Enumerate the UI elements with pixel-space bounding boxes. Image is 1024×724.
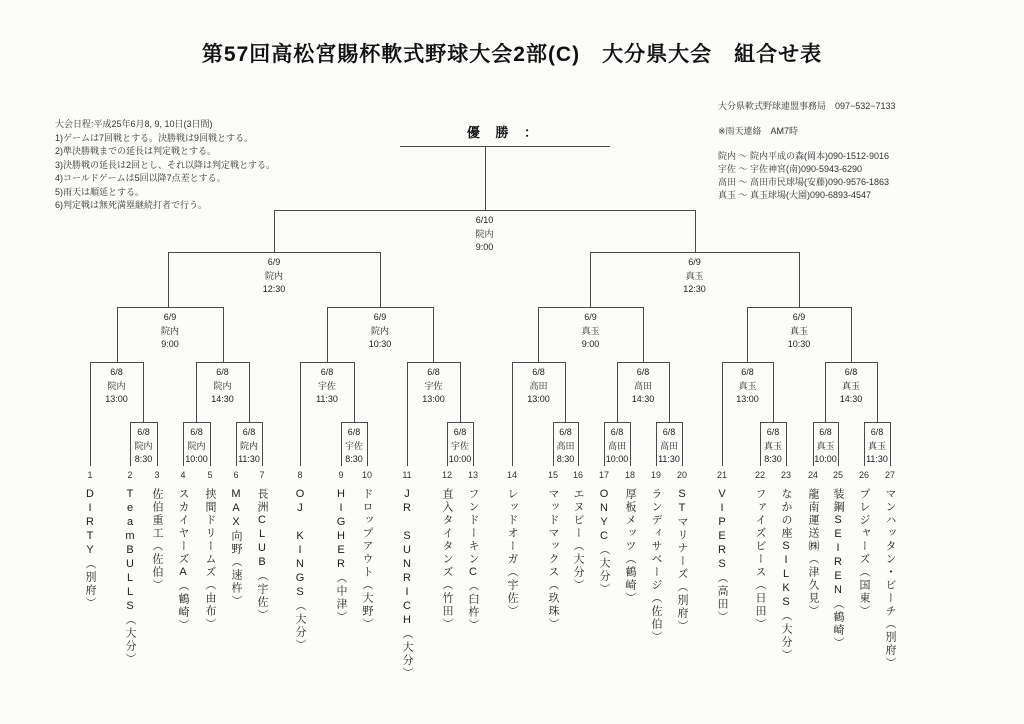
match-venue: 高田 xyxy=(607,440,626,451)
match-time: 13:00 xyxy=(422,394,445,404)
bracket-hline-r2h xyxy=(825,362,877,363)
match-time: 10:30 xyxy=(787,339,811,349)
contact-info xyxy=(718,100,1018,202)
match-time: 13:00 xyxy=(105,394,128,404)
rules-note-line: 6)判定戦は無死満塁継続打者で行う。 xyxy=(55,200,208,210)
team-name: ONYC（大分） xyxy=(598,488,610,596)
team-name: OJ KINGS（大分） xyxy=(294,488,306,652)
bracket-hline-r1a xyxy=(130,422,157,423)
match-venue: 真玉 xyxy=(685,270,704,281)
team-name: スカイヤーズA（鶴崎） xyxy=(177,488,189,632)
match-label-r2a xyxy=(85,366,149,407)
match-date: 6/8 xyxy=(559,427,572,437)
match-time: 11:30 xyxy=(658,454,680,464)
bracket-vline xyxy=(538,307,539,362)
team-number: 1 xyxy=(87,470,93,480)
match-venue: 院内 xyxy=(264,270,283,281)
match-date: 6/9 xyxy=(267,257,281,267)
match-venue: 院内 xyxy=(475,228,494,239)
match-time: 11:30 xyxy=(316,394,338,404)
match-venue: 高田 xyxy=(556,440,575,451)
team-number: 8 xyxy=(297,470,303,480)
bracket-vline xyxy=(380,252,381,307)
team-number: 27 xyxy=(884,470,895,480)
team-name: フンドーキンC（臼杵） xyxy=(467,488,479,632)
match-time: 11:30 xyxy=(866,454,888,464)
team-number: 22 xyxy=(754,470,765,480)
bracket-vline xyxy=(590,252,591,307)
rules-note-line: 5)雨天は順延とする。 xyxy=(55,186,145,197)
team-number: 16 xyxy=(572,470,583,480)
match-venue: 院内 xyxy=(187,440,206,451)
match-date: 6/9 xyxy=(792,312,806,322)
team-number: 26 xyxy=(858,470,869,480)
match-time: 13:00 xyxy=(527,394,550,404)
rules-note-line: 3)決勝戦の延長は2回とし、それ以降は判定戦とする。 xyxy=(55,159,276,170)
bracket-vline xyxy=(117,307,118,362)
team-name: 厚板メッツ（鶴崎） xyxy=(624,488,636,605)
champion-label: 優 勝 ： xyxy=(466,125,544,140)
team-name: 長洲CLUB（宇佐） xyxy=(256,488,268,622)
match-venue: 宇佐 xyxy=(450,440,469,451)
match-venue: 真玉 xyxy=(789,325,808,336)
team-name: ファイズビース（日田） xyxy=(754,488,766,631)
team-name: ランディサベージ（佐伯） xyxy=(650,488,662,644)
match-label-r1c xyxy=(217,426,281,467)
match-date: 6/8 xyxy=(532,367,545,377)
match-venue: 宇佐 xyxy=(424,380,443,391)
match-date: 6/8 xyxy=(190,427,203,437)
rules-note-line: 4)コールドゲームは5回以降7点差とする。 xyxy=(55,173,226,183)
match-label-r2g xyxy=(716,366,780,407)
match-label-sf1 xyxy=(242,256,306,297)
match-date: 6/9 xyxy=(584,312,597,322)
bracket-hline-r1d xyxy=(341,422,367,423)
match-time: 10:00 xyxy=(605,454,629,464)
match-date: 6/8 xyxy=(662,427,676,437)
match-date: 6/8 xyxy=(216,367,229,377)
bracket-hline-r1j xyxy=(813,422,838,423)
match-date: 6/8 xyxy=(844,367,858,377)
team-name: 直入タイタンズ（竹田） xyxy=(441,488,453,631)
match-label-r1d xyxy=(322,426,386,467)
match-label-r2c xyxy=(295,366,359,407)
bracket-vline xyxy=(695,210,696,252)
team-number: 14 xyxy=(506,470,517,480)
match-venue: 宇佐 xyxy=(344,440,363,451)
team-number: 17 xyxy=(598,470,609,480)
match-time: 10:30 xyxy=(368,339,392,349)
match-venue: 真玉 xyxy=(841,380,860,391)
bracket-hline-r1i xyxy=(760,422,786,423)
bracket-hline-r1h xyxy=(656,422,682,423)
bracket-hline-r2g xyxy=(722,362,773,363)
match-date: 6/8 xyxy=(819,427,832,437)
match-time: 9:00 xyxy=(581,339,600,349)
team-number: 3 xyxy=(154,470,160,480)
team-number: 6 xyxy=(233,470,239,480)
match-label-final xyxy=(453,214,517,255)
rules-note-line: 大会日程:平成25年6月8, 9, 10日(3日間) xyxy=(55,119,213,129)
match-date: 6/8 xyxy=(320,367,334,377)
team-number: 5 xyxy=(207,470,213,480)
bracket-vline xyxy=(274,210,275,252)
team-number: 21 xyxy=(716,470,727,480)
match-date: 6/8 xyxy=(137,427,150,437)
match-label-r2h xyxy=(819,366,883,407)
team-name: レッドオーガ（宇佐） xyxy=(506,488,518,618)
team-number: 18 xyxy=(624,470,635,480)
team-number: 24 xyxy=(807,470,818,480)
match-venue: 院内 xyxy=(160,325,179,336)
team-number: 11 xyxy=(402,470,412,480)
match-venue: 高田 xyxy=(529,380,548,391)
match-date: 6/8 xyxy=(242,427,256,437)
rules-notes xyxy=(55,118,385,213)
match-date: 6/8 xyxy=(110,367,123,377)
bracket-hline-r1f xyxy=(553,422,578,423)
page-title: 第57回高松宮賜杯軟式野球大会2部(C) 大分県大会 組合せ表 xyxy=(201,43,823,66)
match-time: 9:00 xyxy=(161,339,179,349)
match-time: 13:00 xyxy=(736,394,759,404)
match-time: 8:30 xyxy=(345,454,363,464)
match-venue: 院内 xyxy=(134,440,153,451)
match-time: 14:30 xyxy=(631,394,655,404)
match-time: 11:30 xyxy=(238,454,260,464)
match-label-r1h xyxy=(637,426,701,467)
bracket-hline-r1b xyxy=(183,422,210,423)
rules-note-line: 2)準決勝戦までの延長は判定戦とする。 xyxy=(55,146,217,156)
bracket-vline xyxy=(433,307,434,362)
team-number: 2 xyxy=(127,470,133,480)
match-time: 10:00 xyxy=(448,454,472,464)
bracket-vline xyxy=(168,252,169,307)
match-time: 9:00 xyxy=(475,242,494,252)
team-name: STマリナーズ（別府） xyxy=(676,488,688,633)
match-date: 6/8 xyxy=(636,367,650,377)
team-name: VIPERS（高田） xyxy=(716,488,728,624)
team-name: 装鋼SEIREN（鶴崎） xyxy=(832,488,844,650)
bracket-vline xyxy=(485,146,486,210)
match-label-qf2 xyxy=(348,311,412,352)
team-name: プレジャーズ（国東） xyxy=(858,488,870,618)
team-number: 9 xyxy=(338,470,344,480)
match-date: 6/8 xyxy=(610,427,624,437)
match-venue: 院内 xyxy=(370,325,389,336)
match-time: 14:30 xyxy=(839,394,863,404)
bracket-hline-r1e xyxy=(447,422,473,423)
match-time: 8:30 xyxy=(134,454,153,464)
bracket-vline xyxy=(851,307,852,362)
venue-contact-line: 宇佐 ～ 宇佐神宮(南)090-5943-6290 xyxy=(718,164,863,174)
bracket-hline-r2e xyxy=(512,362,565,363)
team-name: TeamBULLS（大分） xyxy=(124,488,136,666)
match-label-r2f xyxy=(611,366,675,407)
match-venue: 院内 xyxy=(239,440,258,451)
team-number: 20 xyxy=(676,470,687,480)
team-name: 挟間ドリームズ（由布） xyxy=(204,488,216,631)
match-venue: 院内 xyxy=(213,380,232,391)
match-time: 14:30 xyxy=(211,394,234,404)
match-label-r2e xyxy=(507,366,571,407)
bracket-hline-r2f xyxy=(617,362,669,363)
team-name: ドロップアウト（大野） xyxy=(361,488,373,631)
match-date: 6/8 xyxy=(870,427,884,437)
venue-contacts xyxy=(718,150,1018,202)
team-name: マッドマックス（玖珠） xyxy=(547,488,559,631)
match-time: 10:00 xyxy=(814,454,837,464)
team-number: 23 xyxy=(780,470,791,480)
match-venue: 高田 xyxy=(633,380,652,391)
match-date: 6/8 xyxy=(347,427,361,437)
bracket-hline-r2c xyxy=(300,362,354,363)
rain-contact: ※雨天連絡 AM7時 xyxy=(718,126,799,136)
venue-contact-line: 院内 ～ 院内平成の森(岡本)090-1512-9016 xyxy=(718,151,890,161)
bracket-hline-r2b xyxy=(196,362,249,363)
bracket-hline-final xyxy=(274,210,695,211)
team-name: マンハッタン・ビーチ（別府） xyxy=(884,488,896,670)
match-venue: 真玉 xyxy=(738,380,757,391)
match-time: 8:30 xyxy=(764,454,782,464)
bracket-hline-qf1 xyxy=(117,307,223,308)
team-number: 25 xyxy=(832,470,843,480)
match-date: 6/9 xyxy=(163,312,177,322)
match-label-qf3 xyxy=(559,311,623,352)
bracket-vline xyxy=(327,307,328,362)
team-number: 4 xyxy=(180,470,186,480)
match-time: 8:30 xyxy=(556,454,575,464)
bracket-hline-sf2 xyxy=(590,252,799,253)
match-label-r2b xyxy=(191,366,255,407)
match-venue: 宇佐 xyxy=(317,380,336,391)
rules-note-line: 1)ゲームは7回戦とする。決勝戦は9回戦とする。 xyxy=(55,132,254,143)
match-time: 12:30 xyxy=(262,284,286,294)
match-label-r1e xyxy=(428,426,492,467)
match-label-r2d xyxy=(402,366,466,407)
team-name: なかの座SILKS（大分） xyxy=(780,488,792,662)
bracket-vline xyxy=(747,307,748,362)
team-number: 10 xyxy=(361,470,372,480)
match-venue: 院内 xyxy=(107,380,126,391)
team-name: MAX向野（速杵） xyxy=(230,488,242,608)
bracket-hline-r2d xyxy=(407,362,460,363)
match-time: 10:00 xyxy=(185,454,208,464)
match-time: 12:30 xyxy=(683,284,706,294)
office-phone: 大分県軟式野球連盟事務局 097−532−7133 xyxy=(718,101,896,111)
bracket-hline-qf4 xyxy=(747,307,851,308)
bracket-vline xyxy=(223,307,224,362)
match-venue: 真玉 xyxy=(867,440,886,451)
match-label-qf1 xyxy=(138,311,202,352)
bracket-hline-sf1 xyxy=(168,252,380,253)
match-date: 6/8 xyxy=(427,367,440,377)
bracket-hline-qf3 xyxy=(538,307,643,308)
match-venue: 真玉 xyxy=(816,440,835,451)
match-venue: 真玉 xyxy=(581,325,600,336)
match-venue: 真玉 xyxy=(763,440,782,451)
team-name: JR SUNRICH（大分） xyxy=(401,488,413,680)
match-date: 6/9 xyxy=(688,257,701,267)
team-number: 7 xyxy=(259,470,265,480)
team-name: 龍南運送㈱（津久見） xyxy=(807,488,819,618)
match-date: 6/8 xyxy=(741,367,754,377)
bracket-hline-r1k xyxy=(864,422,890,423)
match-date: 6/8 xyxy=(766,427,780,437)
match-date: 6/9 xyxy=(373,312,387,322)
team-number: 15 xyxy=(547,470,558,480)
match-label-sf2 xyxy=(663,256,727,297)
bracket-vline xyxy=(643,307,644,362)
team-name: エヌビー（大分） xyxy=(572,488,584,592)
match-label-qf4 xyxy=(767,311,831,352)
bracket-vline xyxy=(799,252,800,307)
match-label-r1k xyxy=(845,426,909,467)
team-number: 12 xyxy=(441,470,452,480)
bracket-hline-qf2 xyxy=(327,307,433,308)
venue-contact-line: 真玉 ～ 真玉球場(大園)090-6893-4547 xyxy=(718,190,872,200)
team-number: 13 xyxy=(467,470,478,480)
match-date: 6/8 xyxy=(453,427,467,437)
team-name: DIRTY（別府） xyxy=(84,488,96,610)
bracket-hline-r1g xyxy=(604,422,630,423)
team-name: HIGHER（中津） xyxy=(335,488,347,624)
match-date: 6/10 xyxy=(475,215,494,225)
team-number: 19 xyxy=(650,470,661,480)
champion-underline xyxy=(400,146,610,147)
team-name: 佐伯重工（佐伯） xyxy=(151,488,163,592)
match-venue: 高田 xyxy=(659,440,678,451)
venue-contact-line: 高田 ～ 高田市民球場(安藤)090-9576-1863 xyxy=(718,177,890,187)
bracket-hline-r1c xyxy=(236,422,262,423)
bracket-hline-r2a xyxy=(90,362,143,363)
